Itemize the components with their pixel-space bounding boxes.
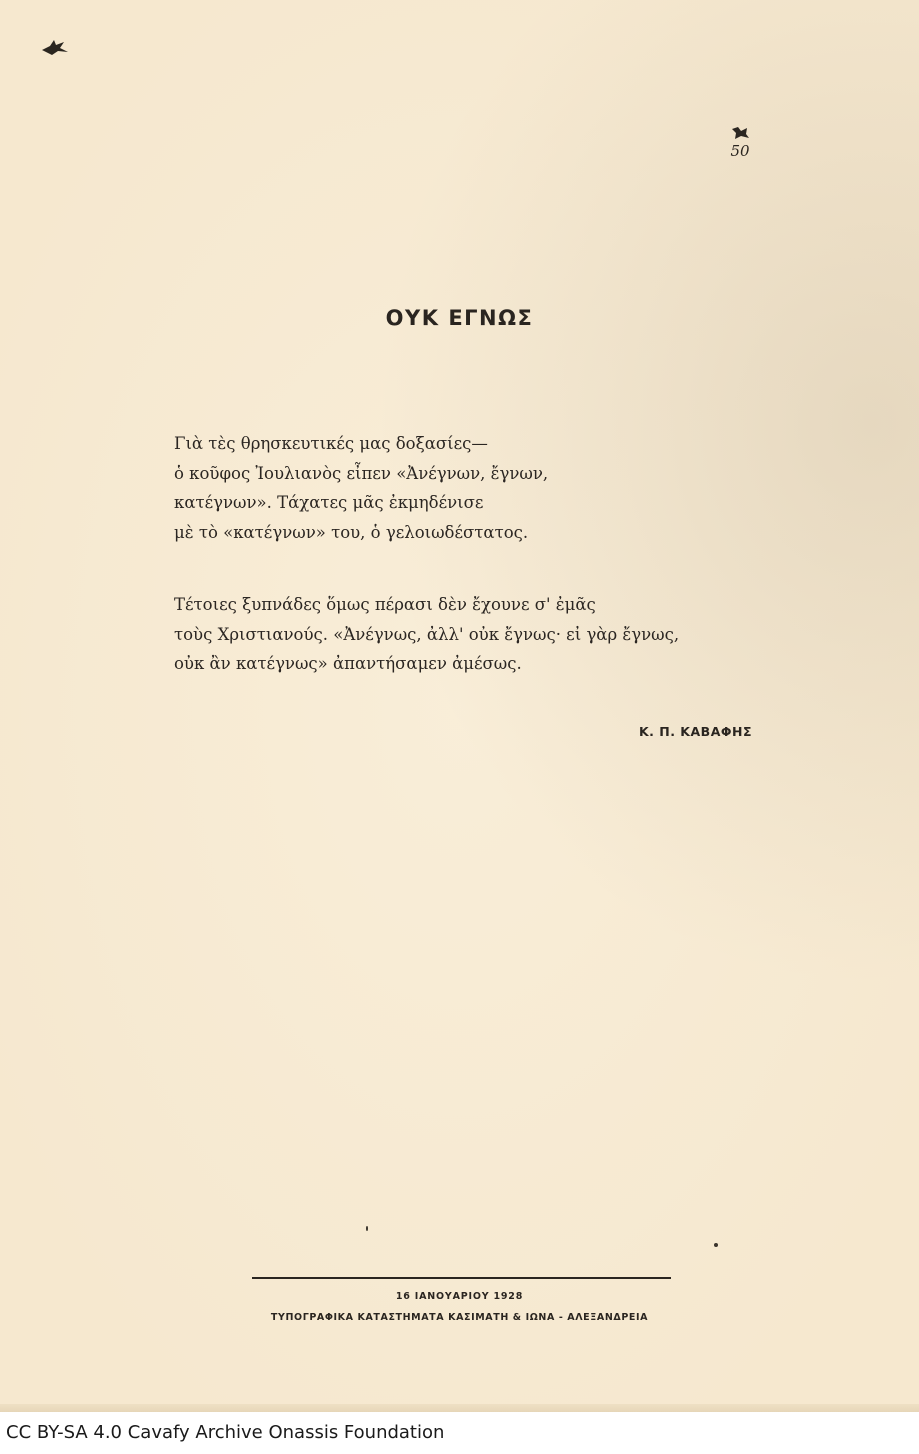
ink-speck: [714, 1243, 718, 1247]
license-credit: CC BY-SA 4.0 Cavafy Archive Onassis Foundation: [0, 1412, 919, 1454]
poem-line: οὐκ ἂν κατέγνως» ἀπαντήσαμεν ἀμέσως.: [174, 654, 522, 673]
stanza-2: [174, 590, 679, 679]
author-signature: Κ. Π. ΚΑΒΑΦΗΣ: [638, 724, 752, 739]
poem-line: ὁ κοῦφος Ἰουλιανὸς εἶπεν «Ἀνέγνων, ἔγνων,: [174, 463, 549, 483]
printer-imprint: ΤΥΠΟΓΡΑΦΙΚΑ ΚΑΤΑΣΤΗΜΑΤΑ ΚΑΣΙΜΑΤΗ & ΙΩΝΑ - ΑΛΕΞΑΝΔΡΕΙΑ: [270, 1312, 649, 1323]
poem-line: μὲ τὸ «κατέγνων» του, ὁ γελοιωδέστατος.: [174, 522, 529, 542]
paper-edge: [0, 1404, 919, 1412]
page-number: 50: [730, 142, 750, 160]
poem-title: ΟΥΚ ΕΓΝΩΣ: [385, 306, 534, 330]
poem-line: τοὺς Χριστιανούς. «Ἀνέγνως, ἀλλ' οὐκ ἔγνως· εἰ γὰρ ἔγνως,: [174, 624, 680, 644]
stamp-icon: [729, 126, 751, 140]
ink-speck: [366, 1226, 368, 1231]
stanza-1: [174, 429, 548, 547]
page-number-annotation: [720, 126, 760, 160]
ink-blot-icon: [40, 36, 70, 58]
publication-date: 16 ΙΑΝΟΥΑΡΙΟΥ 1928: [395, 1291, 524, 1302]
poem-line: Τέτοιες ξυπνάδες ὅμως πέρασι δὲν ἔχουνε σ' ἐμᾶς: [174, 595, 596, 614]
poem-line: κατέγνων». Τάχατες μᾶς ἐκμηδένισε: [174, 493, 484, 512]
poem-line: Γιὰ τὲς θρησκευτικές μας δοξασίες—: [174, 434, 488, 453]
footer-rule: [252, 1277, 671, 1279]
